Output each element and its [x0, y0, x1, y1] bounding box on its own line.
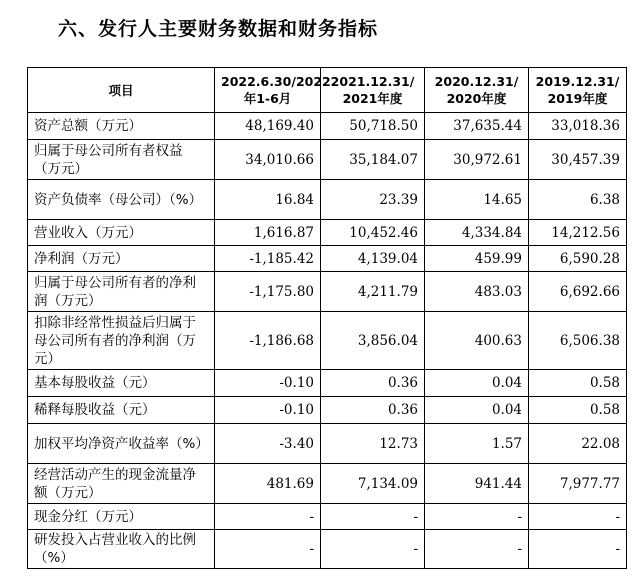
table-row [28, 272, 627, 312]
cell-value: 4,334.84 [425, 220, 529, 246]
row-label: 经营活动产生的现金流量净额（万元） [28, 464, 215, 504]
cell-value: 481.69 [215, 464, 321, 504]
cell-value: -0.10 [215, 397, 321, 424]
cell-value: 400.63 [425, 312, 529, 370]
cell-value: 10,452.46 [321, 220, 425, 246]
cell-value: 4,139.04 [321, 246, 425, 272]
cell-value: 35,184.07 [321, 140, 425, 180]
column-header-item: 项目 [28, 68, 215, 113]
cell-value: 1,616.87 [215, 220, 321, 246]
row-label: 净利润（万元） [28, 246, 215, 272]
cell-value: 459.99 [425, 246, 529, 272]
cell-value: - [215, 504, 321, 530]
table-row [28, 504, 627, 530]
cell-value: 30,972.61 [425, 140, 529, 180]
cell-value: 22.08 [529, 424, 627, 464]
financial-table [27, 67, 627, 569]
row-label: 归属于母公司所有者权益（万元） [28, 140, 215, 180]
cell-value: 941.44 [425, 464, 529, 504]
column-header-2022h1: 2022.6.30/2022 年1-6月 [215, 68, 321, 113]
table-row [28, 113, 627, 140]
cell-value: -1,175.80 [215, 272, 321, 312]
cell-value: 12.73 [321, 424, 425, 464]
cell-value: - [425, 530, 529, 569]
row-label: 资产负债率（母公司）（%） [28, 180, 215, 220]
cell-value: -1,186.68 [215, 312, 321, 370]
cell-value: 6,590.28 [529, 246, 627, 272]
cell-value: -1,185.42 [215, 246, 321, 272]
cell-value: -3.40 [215, 424, 321, 464]
cell-value: - [321, 530, 425, 569]
cell-value: 6,506.38 [529, 312, 627, 370]
table-row [28, 312, 627, 370]
table-row [28, 424, 627, 464]
cell-value: 23.39 [321, 180, 425, 220]
row-label: 加权平均净资产收益率（%） [28, 424, 215, 464]
cell-value: 14,212.56 [529, 220, 627, 246]
cell-value: 0.36 [321, 397, 425, 424]
section-title: 六、发行人主要财务数据和财务指标 [58, 18, 379, 40]
table-row [28, 180, 627, 220]
row-label: 稀释每股收益（元） [28, 397, 215, 424]
cell-value: - [529, 530, 627, 569]
cell-value: 0.04 [425, 370, 529, 397]
cell-value: 6,692.66 [529, 272, 627, 312]
table-row [28, 140, 627, 180]
cell-value: - [321, 504, 425, 530]
cell-value: 7,977.77 [529, 464, 627, 504]
cell-value: - [425, 504, 529, 530]
cell-value: 0.36 [321, 370, 425, 397]
table-row [28, 530, 627, 569]
cell-value: 48,169.40 [215, 113, 321, 140]
cell-value: -0.10 [215, 370, 321, 397]
cell-value: - [529, 504, 627, 530]
cell-value: 7,134.09 [321, 464, 425, 504]
table-row [28, 464, 627, 504]
row-label: 研发投入占营业收入的比例（%） [28, 530, 215, 569]
table-row [28, 370, 627, 397]
cell-value: 0.04 [425, 397, 529, 424]
cell-value: 0.58 [529, 397, 627, 424]
row-label: 资产总额（万元） [28, 113, 215, 140]
cell-value: 30,457.39 [529, 140, 627, 180]
table-row [28, 246, 627, 272]
cell-value: 37,635.44 [425, 113, 529, 140]
cell-value: 3,856.04 [321, 312, 425, 370]
cell-value: - [215, 530, 321, 569]
row-label: 营业收入（万元） [28, 220, 215, 246]
cell-value: 50,718.50 [321, 113, 425, 140]
row-label: 归属于母公司所有者的净利润（万元） [28, 272, 215, 312]
row-label: 基本每股收益（元） [28, 370, 215, 397]
table-row [28, 397, 627, 424]
cell-value: 0.58 [529, 370, 627, 397]
cell-value: 33,018.36 [529, 113, 627, 140]
cell-value: 6.38 [529, 180, 627, 220]
cell-value: 14.65 [425, 180, 529, 220]
cell-value: 4,211.79 [321, 272, 425, 312]
cell-value: 1.57 [425, 424, 529, 464]
column-header-2019: 2019.12.31/ 2019年度 [529, 68, 627, 113]
table-row [28, 220, 627, 246]
row-label: 现金分红（万元） [28, 504, 215, 530]
table-header-row [28, 68, 627, 113]
row-label: 扣除非经常性损益后归属于母公司所有者的净利润（万元） [28, 312, 215, 370]
cell-value: 34,010.66 [215, 140, 321, 180]
column-header-2020: 2020.12.31/ 2020年度 [425, 68, 529, 113]
cell-value: 16.84 [215, 180, 321, 220]
column-header-2021: 2021.12.31/ 2021年度 [321, 68, 425, 113]
cell-value: 483.03 [425, 272, 529, 312]
